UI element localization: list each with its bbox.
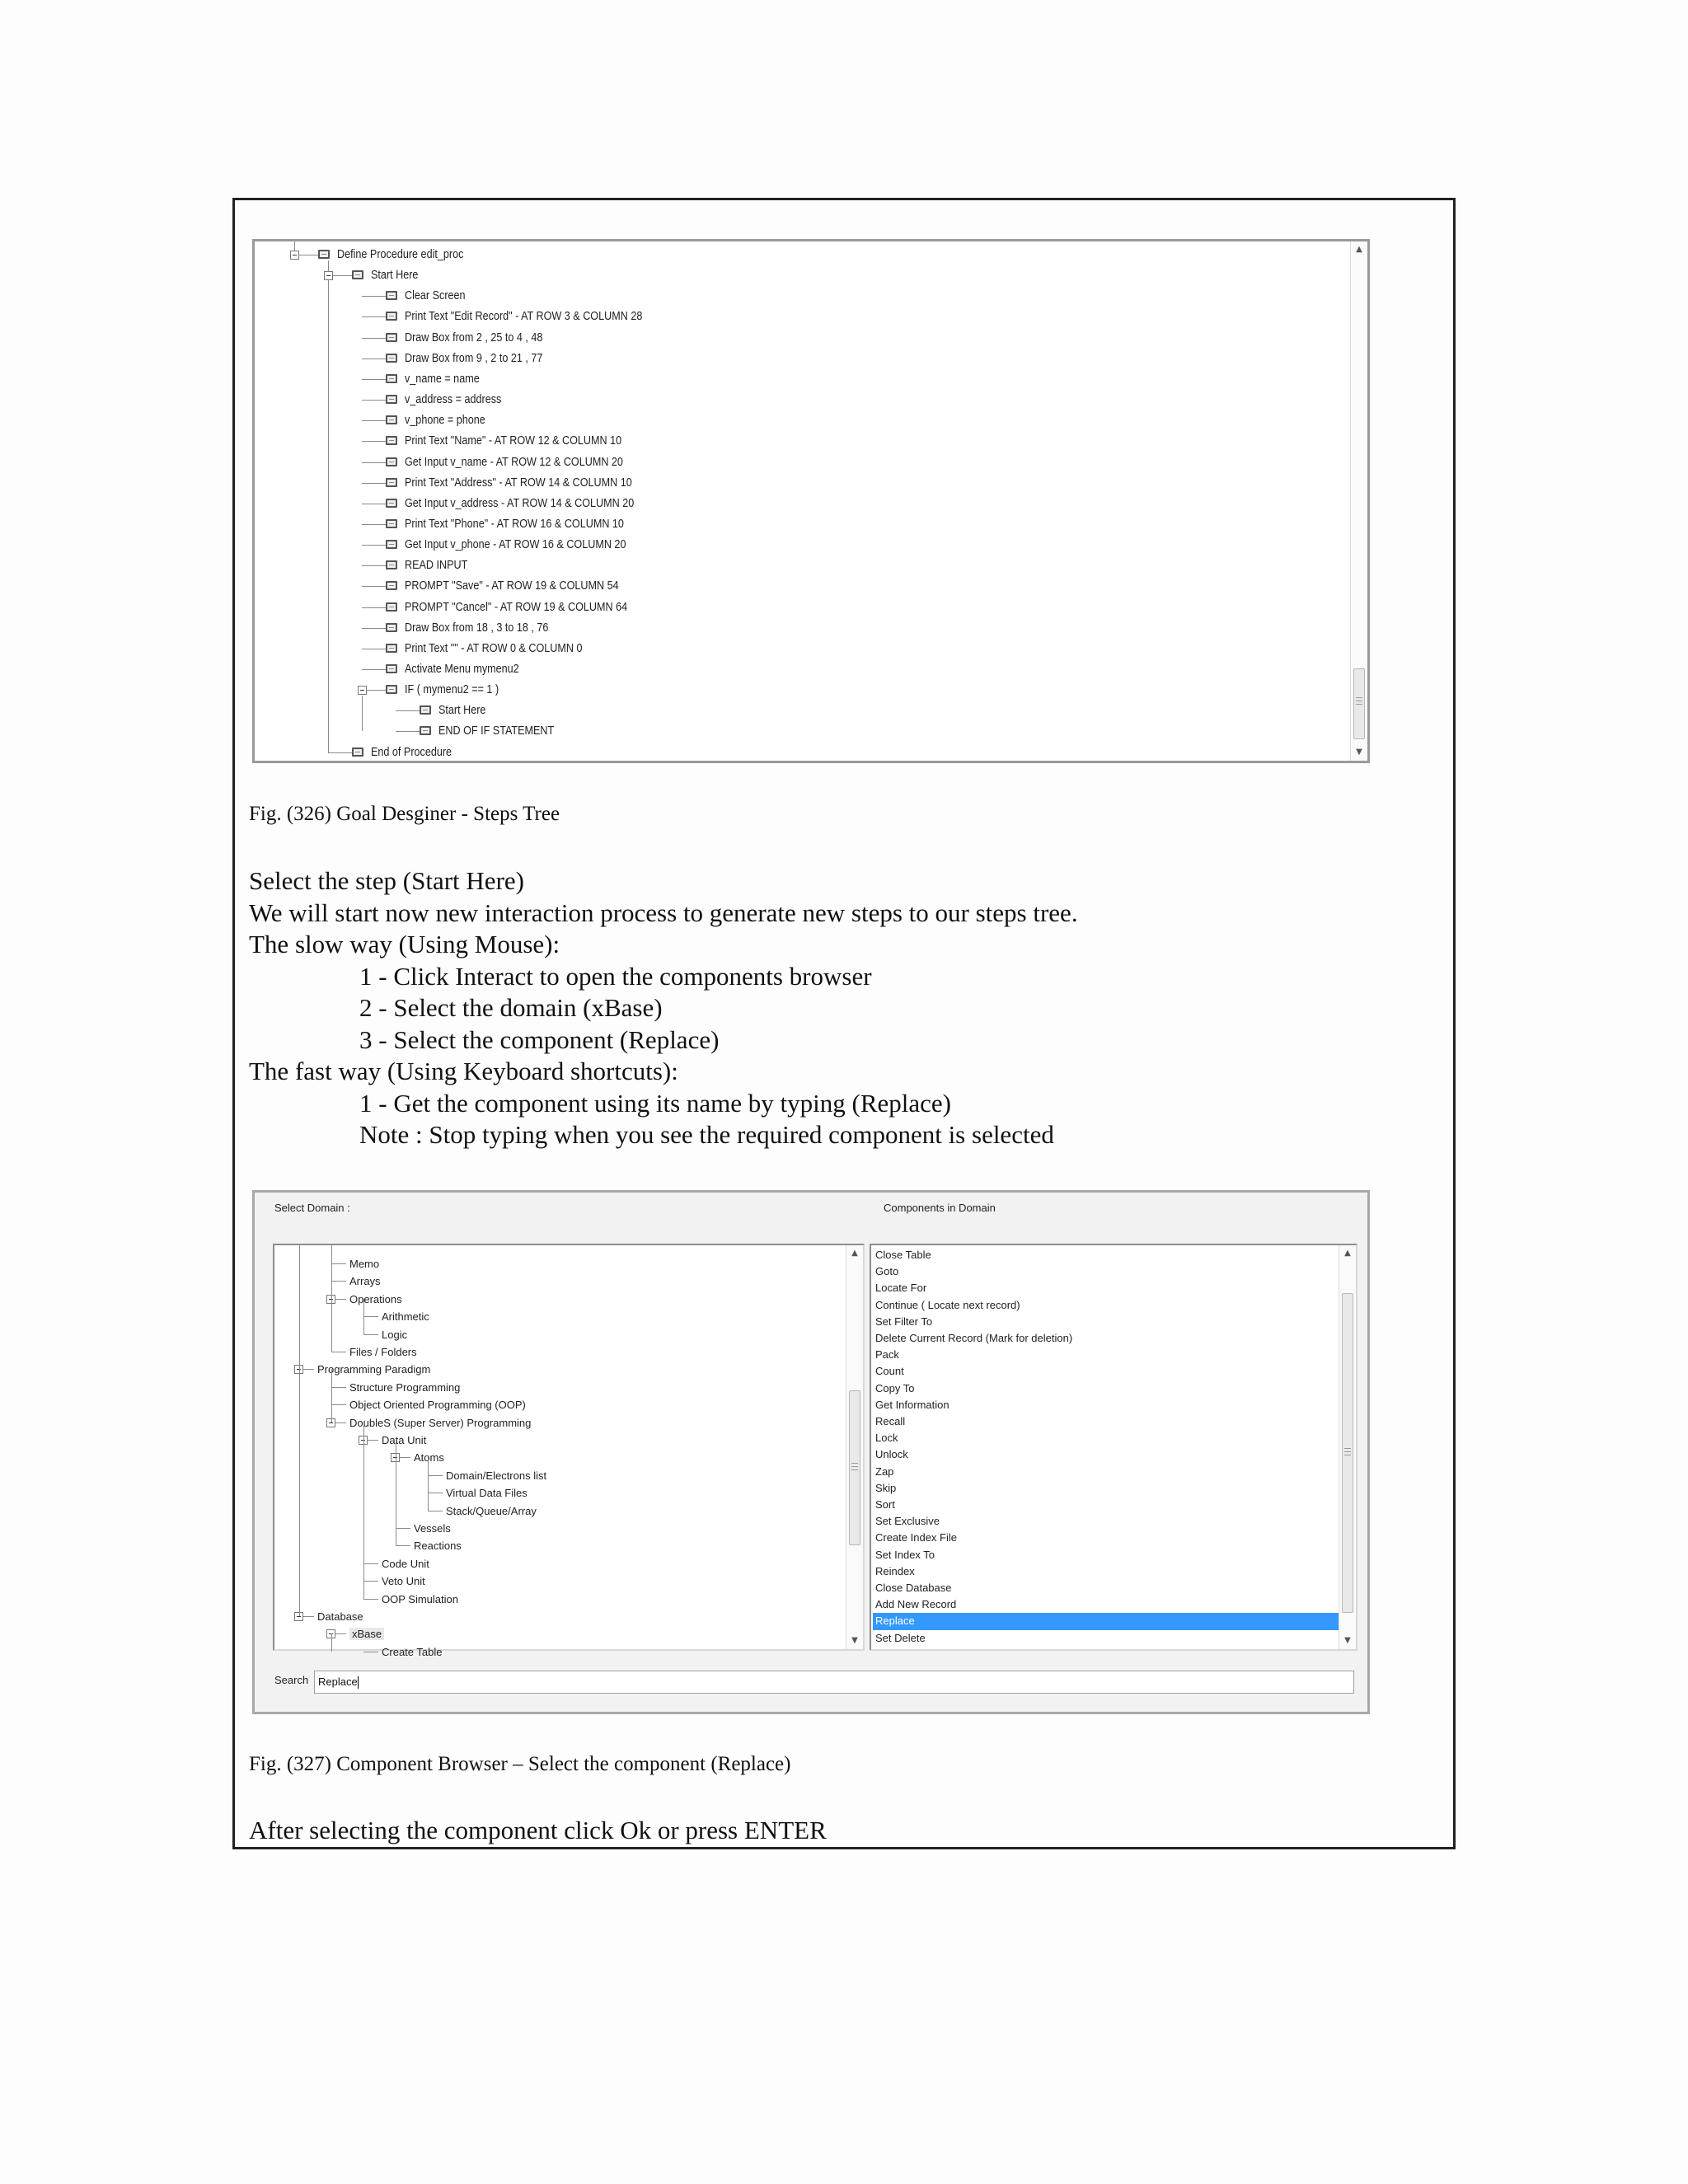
domain-tree-item-label: Virtual Data Files — [446, 1487, 528, 1500]
domain-tree-item[interactable] — [349, 1291, 402, 1308]
domain-tree-item-label: Code Unit — [382, 1557, 429, 1570]
domain-tree-item[interactable] — [349, 1414, 531, 1432]
step-node-icon — [386, 436, 397, 445]
components-list-pane[interactable] — [870, 1244, 1357, 1651]
domain-tree-item-label: Vessels — [414, 1522, 451, 1535]
step-node[interactable]: PROMPT "Cancel" - AT ROW 19 & COLUMN 64 — [405, 599, 628, 614]
domain-tree-item[interactable] — [349, 1255, 379, 1272]
domain-tree-item-label: Reactions — [414, 1540, 462, 1553]
step-node-icon — [386, 312, 397, 321]
domain-tree-item[interactable] — [317, 1361, 430, 1378]
step-node-icon — [386, 623, 397, 632]
instruction-step: 1 - Get the component using its name by typing (Replace) — [359, 1089, 951, 1118]
scroll-down-arrow-icon[interactable]: ▼ — [851, 1636, 858, 1645]
domain-tree-item[interactable] — [446, 1467, 546, 1484]
domain-tree-item[interactable] — [349, 1396, 526, 1413]
domain-tree-item-label: Files / Folders — [349, 1346, 417, 1358]
component-item[interactable]: Set Index To — [875, 1548, 935, 1561]
step-node-icon — [420, 726, 431, 735]
step-node[interactable]: PROMPT "Save" - AT ROW 19 & COLUMN 54 — [405, 579, 619, 593]
domain-tree-item[interactable] — [382, 1591, 458, 1608]
instruction-note: Note : Stop typing when you see the required component is selected — [359, 1120, 1054, 1149]
tree-collapse-toggle-icon[interactable] — [290, 251, 299, 260]
search-input[interactable] — [314, 1671, 1354, 1694]
text-caret — [358, 1676, 359, 1689]
step-node-icon — [386, 457, 397, 466]
component-item[interactable]: Close Database — [875, 1582, 952, 1594]
domain-tree-item[interactable] — [414, 1537, 462, 1554]
domain-tree-item-label: Data Unit — [382, 1434, 427, 1446]
step-node-icon — [386, 560, 397, 569]
step-node-icon — [386, 333, 397, 342]
component-item[interactable]: Get Information — [875, 1398, 950, 1411]
domain-tree-item[interactable] — [382, 1572, 425, 1590]
step-node[interactable]: End of Procedure — [371, 744, 452, 759]
component-item[interactable]: Delete Current Record (Mark for deletion) — [875, 1332, 1073, 1344]
component-item[interactable]: Set Filter To — [875, 1315, 933, 1328]
step-node[interactable]: Print Text "" - AT ROW 0 & COLUMN 0 — [405, 640, 583, 655]
domain-tree-item-label: Programming Paradigm — [317, 1363, 431, 1376]
instruction-step: 2 - Select the domain (xBase) — [359, 993, 663, 1022]
step-node-icon — [386, 478, 397, 487]
instruction-line: The slow way (Using Mouse): — [249, 930, 560, 958]
step-node-icon — [386, 602, 397, 612]
component-item[interactable]: Close Table — [875, 1249, 931, 1261]
domain-tree-pane[interactable] — [273, 1244, 865, 1658]
closing-instruction: After selecting the component click Ok or press ENTER — [249, 1816, 827, 1844]
component-browser-screenshot — [252, 1190, 1370, 1714]
step-node-icon — [386, 664, 397, 673]
instruction-line: We will start now new interaction process to generate new steps to our steps tree. — [249, 898, 1078, 927]
select-domain-label: Select Domain : — [274, 1202, 350, 1214]
domain-tree-item-label: Atoms — [414, 1451, 444, 1465]
step-node-icon — [352, 748, 363, 757]
steps-tree[interactable] — [255, 241, 1349, 761]
domain-tree-item-label: Structure Programming — [349, 1380, 461, 1394]
step-node[interactable]: Start Here — [438, 703, 486, 718]
domain-tree-item[interactable] — [446, 1484, 528, 1502]
scroll-thumb[interactable] — [1342, 1293, 1353, 1613]
scroll-up-arrow-icon[interactable]: ▲ — [851, 1249, 858, 1258]
domain-tree-item[interactable] — [382, 1432, 426, 1449]
component-item[interactable]: Set Delete — [875, 1631, 926, 1644]
step-node[interactable]: Print Text "Phone" - AT ROW 16 & COLUMN 10 — [405, 516, 624, 531]
figure-327-caption: Fig. (327) Component Browser – Select the component (Replace) — [249, 1753, 791, 1775]
domain-tree-item[interactable] — [349, 1272, 381, 1290]
domain-tree-item[interactable] — [349, 1343, 417, 1361]
steps-tree-screenshot — [252, 239, 1370, 763]
steps-tree-scrollbar[interactable] — [1350, 241, 1367, 761]
step-node[interactable]: v_address = address — [405, 392, 502, 407]
domain-tree-item-label: Create Table — [382, 1645, 443, 1658]
scroll-thumb[interactable] — [849, 1390, 860, 1545]
component-item[interactable]: Create Index File — [875, 1531, 957, 1544]
step-node[interactable]: Define Procedure edit_proc — [337, 247, 464, 261]
figure-326-caption: Fig. (326) Goal Desginer - Steps Tree — [249, 803, 560, 825]
components-list[interactable] — [871, 1245, 1356, 1649]
domain-tree-item-label: Logic — [382, 1328, 408, 1341]
step-node[interactable]: Print Text "Name" - AT ROW 12 & COLUMN 10 — [405, 434, 622, 448]
components-list-scrollbar[interactable] — [1339, 1245, 1356, 1649]
step-node-icon — [352, 270, 363, 279]
scroll-up-arrow-icon[interactable]: ▲ — [1356, 245, 1362, 254]
domain-tree-item-label: Veto Unit — [382, 1575, 425, 1588]
step-node-icon — [386, 374, 397, 383]
component-item[interactable]: Zap — [875, 1465, 894, 1478]
domain-tree-item-label: Stack/Queue/Array — [446, 1504, 537, 1517]
component-item[interactable]: Copy To — [875, 1381, 915, 1394]
scroll-down-arrow-icon[interactable]: ▼ — [1356, 748, 1362, 757]
component-item[interactable]: Reindex — [875, 1564, 915, 1577]
step-node[interactable]: Get Input v_name - AT ROW 12 & COLUMN 20 — [405, 454, 623, 469]
component-item[interactable]: Skip — [875, 1481, 897, 1494]
step-node-icon — [386, 354, 397, 363]
component-item-selected[interactable]: Replace — [873, 1613, 1339, 1629]
step-node[interactable]: Start Here — [371, 268, 419, 283]
component-item[interactable]: Sort — [875, 1498, 895, 1511]
component-item[interactable]: Lock — [875, 1432, 898, 1445]
instruction-step: 3 - Select the component (Replace) — [359, 1025, 720, 1054]
domain-tree-item-label: Domain/Electrons list — [446, 1469, 547, 1482]
component-item[interactable]: Locate For — [875, 1282, 927, 1295]
search-input-value: Replace — [318, 1675, 358, 1688]
scroll-up-arrow-icon[interactable]: ▲ — [1344, 1249, 1351, 1258]
component-item[interactable]: Count — [875, 1365, 904, 1378]
domain-tree-item[interactable] — [349, 1379, 460, 1396]
step-node[interactable]: IF ( mymenu2 == 1 ) — [405, 682, 499, 697]
step-node-icon — [318, 250, 330, 259]
component-item[interactable]: Set Exclusive — [875, 1515, 940, 1528]
domain-tree-item[interactable] — [414, 1449, 444, 1466]
step-node[interactable]: Get Input v_phone - AT ROW 16 & COLUMN 20 — [405, 537, 626, 552]
domain-tree-item[interactable] — [317, 1608, 363, 1625]
instruction-line: Select the step (Start Here) — [249, 866, 524, 895]
component-item[interactable]: Goto — [875, 1265, 899, 1278]
component-item[interactable]: Recall — [875, 1415, 906, 1427]
component-item[interactable]: Continue ( Locate next record) — [875, 1298, 1020, 1311]
step-node-icon — [386, 519, 397, 528]
component-item[interactable]: Unlock — [875, 1448, 908, 1461]
domain-tree-item-label: xBase — [349, 1628, 384, 1640]
step-node[interactable]: Get Input v_address - AT ROW 14 & COLUMN 20 — [405, 495, 635, 510]
step-node[interactable]: READ INPUT — [405, 558, 468, 573]
domain-tree-item-label: Object Oriented Programming (OOP) — [349, 1399, 526, 1412]
tree-collapse-toggle-icon[interactable] — [358, 686, 367, 695]
step-node-icon — [386, 685, 397, 694]
domain-tree-item-label: Database — [317, 1610, 363, 1623]
components-in-domain-label: Components in Domain — [884, 1202, 996, 1214]
step-node-icon — [386, 395, 397, 404]
domain-tree-item[interactable] — [446, 1502, 537, 1520]
domain-tree-item[interactable] — [349, 1625, 384, 1643]
step-node-icon — [386, 540, 397, 549]
step-node-icon — [386, 291, 397, 300]
step-node-icon — [386, 644, 397, 653]
search-label: Search — [274, 1674, 309, 1686]
step-node[interactable]: Print Text "Edit Record" - AT ROW 3 & COLUMN 28 — [405, 309, 643, 324]
instruction-step: 1 - Click Interact to open the components browser — [359, 962, 872, 991]
step-node[interactable]: v_name = name — [405, 371, 480, 386]
domain-tree-item[interactable] — [382, 1555, 429, 1572]
step-node[interactable]: Print Text "Address" - AT ROW 14 & COLUMN 10 — [405, 475, 632, 490]
domain-tree-item[interactable] — [382, 1308, 429, 1325]
instruction-line: The fast way (Using Keyboard shortcuts): — [249, 1057, 678, 1085]
domain-tree-item[interactable] — [382, 1326, 407, 1343]
step-node[interactable]: Draw Box from 9 , 2 to 21 , 77 — [405, 350, 543, 365]
domain-tree[interactable] — [274, 1245, 846, 1658]
domain-tree-item-label: OOP Simulation — [382, 1592, 458, 1605]
scroll-thumb[interactable] — [1353, 668, 1365, 739]
scroll-down-arrow-icon[interactable]: ▼ — [1344, 1636, 1351, 1645]
step-node[interactable]: Draw Box from 18 , 3 to 18 , 76 — [405, 620, 549, 635]
step-node[interactable]: END OF IF STATEMENT — [438, 724, 555, 738]
domain-tree-item[interactable] — [414, 1520, 451, 1537]
component-item[interactable]: Pack — [875, 1348, 899, 1361]
step-node-icon — [386, 499, 397, 508]
domain-tree-item-label: DoubleS (Super Server) Programming — [349, 1416, 532, 1429]
domain-tree-item-label: Operations — [349, 1292, 402, 1305]
step-node-icon — [386, 581, 397, 590]
component-item[interactable]: Add New Record — [875, 1598, 957, 1611]
step-node[interactable]: v_phone = phone — [405, 413, 485, 428]
step-node-icon — [386, 415, 397, 424]
step-node[interactable]: Draw Box from 2 , 25 to 4 , 48 — [405, 330, 543, 344]
domain-tree-item-label: Arrays — [349, 1275, 381, 1288]
step-node[interactable]: Activate Menu mymenu2 — [405, 662, 519, 676]
step-node[interactable]: Clear Screen — [405, 288, 466, 303]
step-node-icon — [420, 705, 431, 715]
domain-tree-item[interactable] — [382, 1643, 442, 1661]
domain-tree-scrollbar[interactable] — [846, 1245, 863, 1649]
domain-tree-item-label: Memo — [349, 1258, 380, 1270]
tree-collapse-toggle-icon[interactable] — [324, 271, 333, 280]
domain-tree-item-label: Arithmetic — [382, 1310, 429, 1324]
